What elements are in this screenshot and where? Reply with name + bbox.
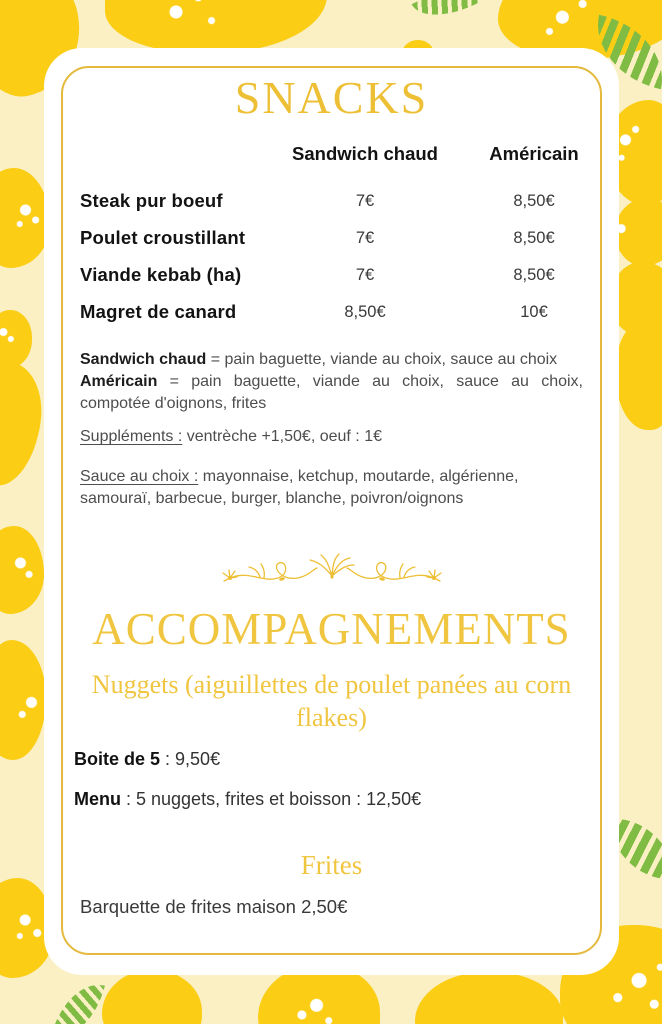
snacks-price-table [80,142,583,323]
menu-item-name: Viande kebab (ha) [80,264,242,285]
menu-item-name: Steak pur boeuf [80,190,223,211]
menu-item-price: 7€ [355,192,375,210]
menu-item-price: 7€ [355,229,375,247]
supplements-line: Suppléments : ventrèche +1,50€, oeuf : 1€ [80,428,382,445]
column-header-empty [80,142,285,165]
snacks-title: SNACKS [234,72,429,123]
lemon-blob [105,0,327,53]
lemon-blob [0,526,44,614]
lemon-blob [0,310,32,368]
menu-item-price: 8,50€ [513,229,555,247]
lemon-blob [102,970,202,1024]
sauces-line: Sauce au choix : mayonnaise, ketchup, moutarde, algérienne, samouraï, barbecue, burger, blanche, poivron/oignons [80,468,519,507]
nuggets-subtitle: Nuggets (aiguillettes de poulet panées au corn flakes) [91,670,572,732]
boite-de-5-line: Boite de 5 : 9,50€ [74,749,221,769]
menu-item-price: 8,50€ [513,192,555,210]
lemon-blob [615,198,662,266]
lemon-blob [415,972,563,1024]
definitions-block [80,349,583,415]
accompagnements-title: ACCOMPAGNEMENTS [92,604,571,654]
menu-item-price: 10€ [520,303,548,321]
frites-description: Barquette de frites maison 2,50€ [80,896,348,917]
column-header-sandwich-chaud: Sandwich chaud [292,143,438,164]
floral-divider-icon [80,550,583,590]
menu-item-price: 8,50€ [344,303,386,321]
frites-title: Frites [300,850,363,880]
column-header-americain: Américain [489,143,579,164]
menu-item-price: 7€ [355,266,375,284]
leaf-icon [51,976,105,1024]
definition-americain: Américain = pain baguette, viande au choix, sauce au choix, compotée d'oignons, frites [80,373,583,412]
menu-item-name: Magret de canard [80,301,237,322]
lemon-blob [0,640,46,760]
definition-sandwich-chaud: Sandwich chaud = pain baguette, viande au choix, sauce au choix [80,351,558,368]
menu-content [44,48,619,975]
menu-item-price: 8,50€ [513,266,555,284]
menu-item-name: Poulet croustillant [80,227,246,248]
lemon-blob [616,318,662,430]
menu-nuggets-line: Menu : 5 nuggets, frites et boisson : 12,50€ [74,789,422,809]
leaf-icon [412,0,481,31]
menu-card [44,48,619,975]
lemon-blob [0,358,48,490]
lemon-blob [0,168,50,268]
